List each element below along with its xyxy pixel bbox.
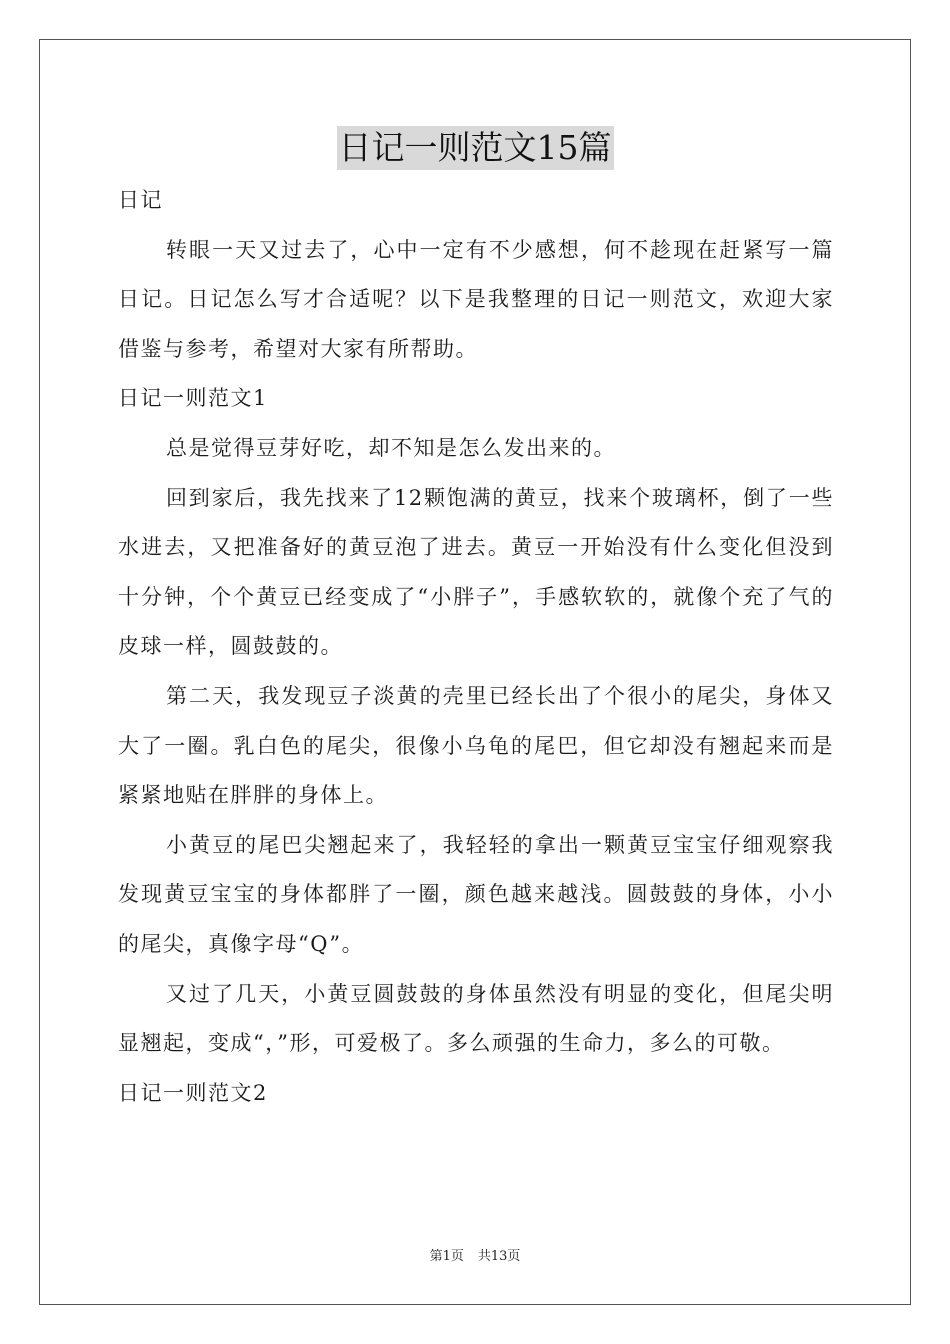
paragraph: 第二天，我发现豆子淡黄的壳里已经长出了个很小的尾尖，身体又大了一圈。乳白色的尾尖，很像小乌龟的尾巴，但它却没有翘起来而是紧紧地贴在胖胖的身体上。	[118, 683, 834, 808]
title-container	[0, 126, 950, 170]
paragraph-intro: 转眼一天又过去了，心中一定有不少感想，何不趁现在赶紧写一篇日记。日记怎么写才合适呢？以下是我整理的日记一则范文，欢迎大家借鉴与参考，希望对大家有所帮助。	[118, 237, 834, 361]
page-number-total: 共13页	[477, 1249, 521, 1264]
paragraph: 回到家后，我先找来了12颗饱满的黄豆，找来个玻璃杯，倒了一些水进去，又把准备好的黄豆泡了进去。黄豆一开始没有什么变化但没到十分钟，个个黄豆已经变成了“小胖子”，手感软软的，就像个充了气的皮球一样，圆鼓鼓的。	[118, 485, 834, 659]
section-heading-2: 日记一则范文2	[118, 1080, 268, 1105]
document-body	[118, 176, 834, 1118]
page-footer	[0, 1248, 950, 1266]
document-title: 日记一则范文15篇	[337, 126, 614, 170]
page-number-current: 第1页	[429, 1249, 464, 1264]
category-label: 日记	[118, 188, 163, 212]
paragraph: 又过了几天，小黄豆圆鼓鼓的身体虽然没有明显的变化，但尾尖明显翘起，变成“，”形，可爱极了。多么顽强的生命力，多么的可敬。	[118, 981, 834, 1056]
paragraph: 小黄豆的尾巴尖翘起来了，我轻轻的拿出一颗黄豆宝宝仔细观察我发现黄豆宝宝的身体都胖了一圈，颜色越来越浅。圆鼓鼓的身体，小小的尾尖，真像字母“Q”。	[118, 832, 834, 956]
paragraph: 总是觉得豆芽好吃，却不知是怎么发出来的。	[166, 435, 616, 460]
section-heading-1: 日记一则范文1	[118, 386, 268, 411]
